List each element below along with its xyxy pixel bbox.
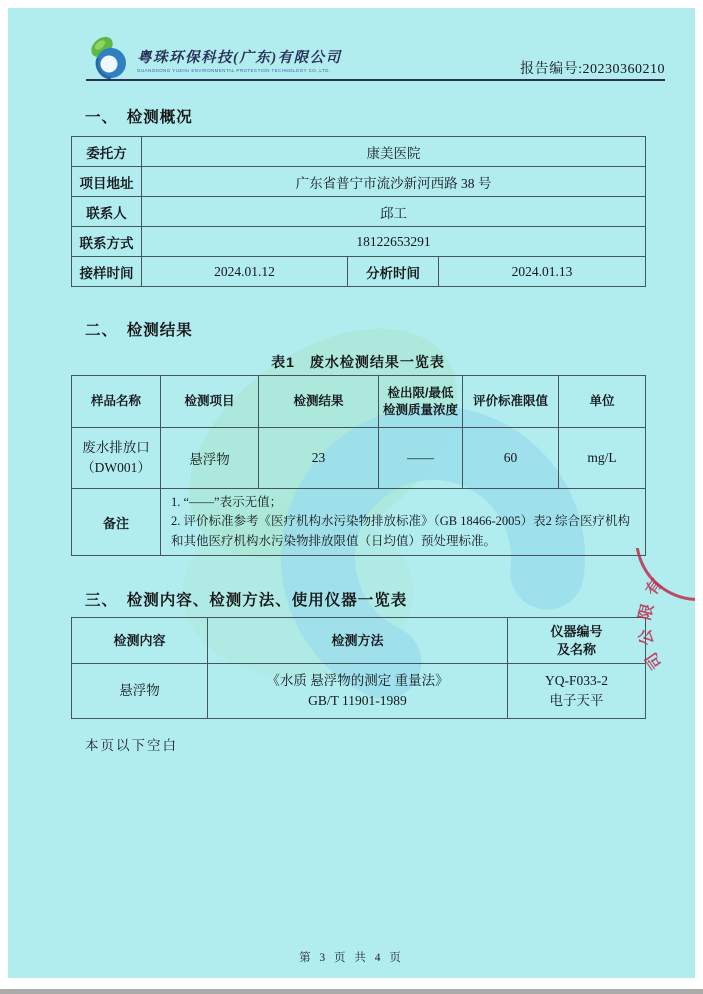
remark-line: 1. “——”表示无值； bbox=[171, 495, 283, 509]
row-value: 广东省普宁市流沙新河西路 38 号 bbox=[142, 167, 646, 197]
remark-row bbox=[72, 489, 646, 556]
row-value: 2024.01.13 bbox=[439, 257, 646, 287]
instrument-line1: YQ-F033-2 bbox=[545, 672, 608, 688]
overview-table bbox=[71, 136, 646, 287]
blank-below-note: 本页以下空白 bbox=[85, 738, 178, 753]
seal-char: 公 bbox=[636, 627, 657, 647]
section2-heading: 二、 检测结果 bbox=[85, 322, 193, 339]
results-table bbox=[71, 375, 646, 556]
col-header-instrument bbox=[508, 618, 646, 664]
company-name-en: GUANGDONG YUZHU ENVIRONMENTAL PROTECTION TECHNOLOGY CO.,LTD. bbox=[137, 68, 331, 73]
results-table-title: 表1 废水检测结果一览表 bbox=[271, 354, 445, 370]
photo-bottom-edge bbox=[0, 989, 703, 994]
section3-heading: 三、 检测内容、检测方法、使用仪器一览表 bbox=[85, 592, 408, 609]
col-header: 检测方法 bbox=[208, 618, 508, 664]
row-value: 2024.01.12 bbox=[142, 257, 348, 287]
row-value: 邱工 bbox=[142, 197, 646, 227]
instrument-cell bbox=[508, 664, 646, 719]
report-number-label: 报告编号: bbox=[520, 62, 583, 77]
table-header-row bbox=[72, 618, 646, 664]
row-label: 联系人 bbox=[72, 197, 142, 227]
remark-content bbox=[161, 489, 646, 556]
row-label: 项目地址 bbox=[72, 167, 142, 197]
col-header: 检测内容 bbox=[72, 618, 208, 664]
method-cell bbox=[208, 664, 508, 719]
report-page bbox=[8, 8, 695, 978]
methods-table bbox=[71, 617, 646, 719]
result-cell: 23 bbox=[259, 428, 379, 489]
remark-label: 备注 bbox=[72, 489, 161, 556]
unit-cell: mg/L bbox=[559, 428, 646, 489]
row-value: 18122653291 bbox=[142, 227, 646, 257]
table-row bbox=[72, 137, 646, 167]
instrument-header-line2: 及名称 bbox=[556, 641, 596, 657]
table-row bbox=[72, 664, 646, 719]
col-header: 检测项目 bbox=[161, 376, 259, 428]
col-header: 单位 bbox=[559, 376, 646, 428]
row-label: 接样时间 bbox=[72, 257, 142, 287]
company-name: 粤珠环保科技(广东)有限公司 bbox=[137, 50, 342, 66]
test-item-cell: 悬浮物 bbox=[72, 664, 208, 719]
seal-char: 司 bbox=[643, 648, 667, 672]
instrument-line2: 电子天平 bbox=[549, 693, 604, 708]
col-header: 评价标准限值 bbox=[463, 376, 559, 428]
detection-limit-cell: —— bbox=[379, 428, 463, 489]
company-name-block bbox=[137, 46, 342, 73]
page-number: 第 3 页 共 4 页 bbox=[299, 952, 404, 964]
sample-name-line1: 废水排放口 bbox=[82, 440, 150, 456]
table-row bbox=[72, 257, 646, 287]
col-header: 检出限/最低检测质量浓度 bbox=[379, 376, 463, 428]
instrument-header-line1: 仪器编号 bbox=[550, 623, 603, 639]
row-value: 康美医院 bbox=[142, 137, 646, 167]
row-label: 联系方式 bbox=[72, 227, 142, 257]
col-header: 样品名称 bbox=[72, 376, 161, 428]
remark-line: 2. 评价标准参考《医疗机构水污染物排放标准》（GB 18466-2005）表2 综合医疗机构和其他医疗机构水污染物排放限值（日均值）预处理标准。 bbox=[171, 514, 631, 548]
sample-name-cell bbox=[72, 428, 161, 489]
table-header-row bbox=[72, 376, 646, 428]
method-line2: GB/T 11901-1989 bbox=[308, 693, 407, 708]
method-line1: 《水质 悬浮物的测定 重量法》 bbox=[266, 672, 449, 688]
col-header: 检测结果 bbox=[259, 376, 379, 428]
sample-name-line2: （DW001） bbox=[81, 460, 151, 475]
row-label: 委托方 bbox=[72, 137, 142, 167]
table-row bbox=[72, 227, 646, 257]
report-number bbox=[520, 58, 665, 78]
company-logo-icon bbox=[88, 34, 130, 82]
table-row bbox=[72, 167, 646, 197]
table-row bbox=[72, 197, 646, 227]
test-item-cell: 悬浮物 bbox=[161, 428, 259, 489]
seal-char: 有 bbox=[643, 576, 667, 600]
standard-limit-cell: 60 bbox=[463, 428, 559, 489]
section1-heading: 一、 检测概况 bbox=[85, 109, 193, 126]
header-divider bbox=[86, 79, 665, 81]
report-number-value: 20230360210 bbox=[582, 62, 665, 77]
table-row bbox=[72, 428, 646, 489]
row-label: 分析时间 bbox=[348, 257, 439, 287]
seal-char: 限 bbox=[636, 602, 658, 622]
